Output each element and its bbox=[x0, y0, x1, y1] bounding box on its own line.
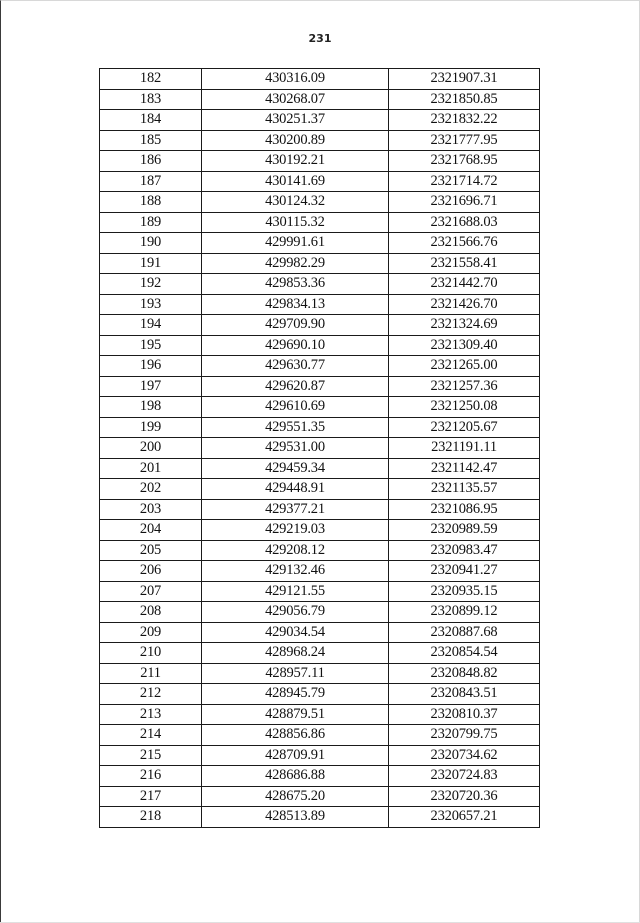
table-row bbox=[100, 130, 540, 151]
table-row bbox=[100, 356, 540, 377]
table-row bbox=[100, 171, 540, 192]
table-row bbox=[100, 807, 540, 828]
y-coordinate-cell: 2321142.47 bbox=[389, 458, 540, 479]
y-coordinate-cell: 2321191.11 bbox=[389, 438, 540, 459]
y-coordinate-cell: 2320724.83 bbox=[389, 766, 540, 787]
point-number-cell: 212 bbox=[100, 684, 202, 705]
y-coordinate-cell: 2321309.40 bbox=[389, 335, 540, 356]
point-number-cell: 205 bbox=[100, 540, 202, 561]
table-row bbox=[100, 438, 540, 459]
y-coordinate-cell: 2321086.95 bbox=[389, 499, 540, 520]
point-number-cell: 201 bbox=[100, 458, 202, 479]
y-coordinate-cell: 2321426.70 bbox=[389, 294, 540, 315]
y-coordinate-cell: 2321566.76 bbox=[389, 233, 540, 254]
coordinates-table bbox=[99, 68, 540, 828]
point-number-cell: 192 bbox=[100, 274, 202, 295]
x-coordinate-cell: 429219.03 bbox=[202, 520, 389, 541]
point-number-cell: 218 bbox=[100, 807, 202, 828]
point-number-cell: 211 bbox=[100, 663, 202, 684]
coordinates-table-body bbox=[100, 69, 540, 828]
y-coordinate-cell: 2320848.82 bbox=[389, 663, 540, 684]
point-number-cell: 196 bbox=[100, 356, 202, 377]
y-coordinate-cell: 2320989.59 bbox=[389, 520, 540, 541]
table-row bbox=[100, 622, 540, 643]
y-coordinate-cell: 2320887.68 bbox=[389, 622, 540, 643]
table-row bbox=[100, 663, 540, 684]
y-coordinate-cell: 2321696.71 bbox=[389, 192, 540, 213]
x-coordinate-cell: 428879.51 bbox=[202, 704, 389, 725]
y-coordinate-cell: 2321265.00 bbox=[389, 356, 540, 377]
point-number-cell: 210 bbox=[100, 643, 202, 664]
table-row bbox=[100, 684, 540, 705]
y-coordinate-cell: 2321558.41 bbox=[389, 253, 540, 274]
y-coordinate-cell: 2320941.27 bbox=[389, 561, 540, 582]
y-coordinate-cell: 2321850.85 bbox=[389, 89, 540, 110]
y-coordinate-cell: 2320843.51 bbox=[389, 684, 540, 705]
x-coordinate-cell: 430115.32 bbox=[202, 212, 389, 233]
x-coordinate-cell: 429630.77 bbox=[202, 356, 389, 377]
point-number-cell: 184 bbox=[100, 110, 202, 131]
point-number-cell: 206 bbox=[100, 561, 202, 582]
point-number-cell: 208 bbox=[100, 602, 202, 623]
x-coordinate-cell: 429982.29 bbox=[202, 253, 389, 274]
table-row bbox=[100, 417, 540, 438]
x-coordinate-cell: 429834.13 bbox=[202, 294, 389, 315]
table-row bbox=[100, 294, 540, 315]
table-row bbox=[100, 581, 540, 602]
y-coordinate-cell: 2321257.36 bbox=[389, 376, 540, 397]
x-coordinate-cell: 429459.34 bbox=[202, 458, 389, 479]
y-coordinate-cell: 2320935.15 bbox=[389, 581, 540, 602]
x-coordinate-cell: 429853.36 bbox=[202, 274, 389, 295]
y-coordinate-cell: 2320899.12 bbox=[389, 602, 540, 623]
y-coordinate-cell: 2321907.31 bbox=[389, 69, 540, 90]
table-row bbox=[100, 786, 540, 807]
y-coordinate-cell: 2321832.22 bbox=[389, 110, 540, 131]
y-coordinate-cell: 2321777.95 bbox=[389, 130, 540, 151]
point-number-cell: 183 bbox=[100, 89, 202, 110]
point-number-cell: 189 bbox=[100, 212, 202, 233]
point-number-cell: 186 bbox=[100, 151, 202, 172]
y-coordinate-cell: 2320810.37 bbox=[389, 704, 540, 725]
x-coordinate-cell: 430124.32 bbox=[202, 192, 389, 213]
x-coordinate-cell: 430316.09 bbox=[202, 69, 389, 90]
x-coordinate-cell: 429448.91 bbox=[202, 479, 389, 500]
table-row bbox=[100, 376, 540, 397]
y-coordinate-cell: 2321205.67 bbox=[389, 417, 540, 438]
point-number-cell: 200 bbox=[100, 438, 202, 459]
table-row bbox=[100, 212, 540, 233]
point-number-cell: 193 bbox=[100, 294, 202, 315]
table-row bbox=[100, 397, 540, 418]
table-row bbox=[100, 540, 540, 561]
y-coordinate-cell: 2320734.62 bbox=[389, 745, 540, 766]
y-coordinate-cell: 2321442.70 bbox=[389, 274, 540, 295]
x-coordinate-cell: 429620.87 bbox=[202, 376, 389, 397]
point-number-cell: 216 bbox=[100, 766, 202, 787]
x-coordinate-cell: 429132.46 bbox=[202, 561, 389, 582]
x-coordinate-cell: 428513.89 bbox=[202, 807, 389, 828]
x-coordinate-cell: 429056.79 bbox=[202, 602, 389, 623]
x-coordinate-cell: 429551.35 bbox=[202, 417, 389, 438]
point-number-cell: 214 bbox=[100, 725, 202, 746]
point-number-cell: 203 bbox=[100, 499, 202, 520]
x-coordinate-cell: 428856.86 bbox=[202, 725, 389, 746]
y-coordinate-cell: 2320854.54 bbox=[389, 643, 540, 664]
point-number-cell: 202 bbox=[100, 479, 202, 500]
x-coordinate-cell: 429709.90 bbox=[202, 315, 389, 336]
y-coordinate-cell: 2321768.95 bbox=[389, 151, 540, 172]
x-coordinate-cell: 428968.24 bbox=[202, 643, 389, 664]
point-number-cell: 190 bbox=[100, 233, 202, 254]
table-row bbox=[100, 725, 540, 746]
table-row bbox=[100, 766, 540, 787]
y-coordinate-cell: 2321135.57 bbox=[389, 479, 540, 500]
x-coordinate-cell: 430251.37 bbox=[202, 110, 389, 131]
y-coordinate-cell: 2321324.69 bbox=[389, 315, 540, 336]
y-coordinate-cell: 2321250.08 bbox=[389, 397, 540, 418]
x-coordinate-cell: 428675.20 bbox=[202, 786, 389, 807]
table-row bbox=[100, 458, 540, 479]
point-number-cell: 207 bbox=[100, 581, 202, 602]
y-coordinate-cell: 2321714.72 bbox=[389, 171, 540, 192]
table-row bbox=[100, 233, 540, 254]
x-coordinate-cell: 429610.69 bbox=[202, 397, 389, 418]
y-coordinate-cell: 2320720.36 bbox=[389, 786, 540, 807]
y-coordinate-cell: 2320983.47 bbox=[389, 540, 540, 561]
point-number-cell: 215 bbox=[100, 745, 202, 766]
table-row bbox=[100, 253, 540, 274]
point-number-cell: 213 bbox=[100, 704, 202, 725]
x-coordinate-cell: 428945.79 bbox=[202, 684, 389, 705]
point-number-cell: 185 bbox=[100, 130, 202, 151]
point-number-cell: 197 bbox=[100, 376, 202, 397]
x-coordinate-cell: 429991.61 bbox=[202, 233, 389, 254]
table-row bbox=[100, 110, 540, 131]
x-coordinate-cell: 428686.88 bbox=[202, 766, 389, 787]
table-row bbox=[100, 69, 540, 90]
table-row bbox=[100, 561, 540, 582]
point-number-cell: 198 bbox=[100, 397, 202, 418]
x-coordinate-cell: 430200.89 bbox=[202, 130, 389, 151]
y-coordinate-cell: 2321688.03 bbox=[389, 212, 540, 233]
point-number-cell: 195 bbox=[100, 335, 202, 356]
table-row bbox=[100, 335, 540, 356]
point-number-cell: 191 bbox=[100, 253, 202, 274]
point-number-cell: 187 bbox=[100, 171, 202, 192]
table-row bbox=[100, 704, 540, 725]
point-number-cell: 199 bbox=[100, 417, 202, 438]
table-row bbox=[100, 602, 540, 623]
point-number-cell: 182 bbox=[100, 69, 202, 90]
x-coordinate-cell: 430192.21 bbox=[202, 151, 389, 172]
table-row bbox=[100, 274, 540, 295]
table-row bbox=[100, 479, 540, 500]
x-coordinate-cell: 429377.21 bbox=[202, 499, 389, 520]
table-row bbox=[100, 151, 540, 172]
x-coordinate-cell: 429121.55 bbox=[202, 581, 389, 602]
table-row bbox=[100, 89, 540, 110]
x-coordinate-cell: 429034.54 bbox=[202, 622, 389, 643]
table-row bbox=[100, 745, 540, 766]
table-row bbox=[100, 520, 540, 541]
point-number-cell: 194 bbox=[100, 315, 202, 336]
x-coordinate-cell: 430141.69 bbox=[202, 171, 389, 192]
point-number-cell: 217 bbox=[100, 786, 202, 807]
x-coordinate-cell: 428709.91 bbox=[202, 745, 389, 766]
page-number: 231 bbox=[308, 32, 332, 45]
table-row bbox=[100, 499, 540, 520]
point-number-cell: 188 bbox=[100, 192, 202, 213]
x-coordinate-cell: 428957.11 bbox=[202, 663, 389, 684]
x-coordinate-cell: 430268.07 bbox=[202, 89, 389, 110]
y-coordinate-cell: 2320799.75 bbox=[389, 725, 540, 746]
x-coordinate-cell: 429208.12 bbox=[202, 540, 389, 561]
table-row bbox=[100, 192, 540, 213]
table-row bbox=[100, 643, 540, 664]
x-coordinate-cell: 429690.10 bbox=[202, 335, 389, 356]
point-number-cell: 204 bbox=[100, 520, 202, 541]
table-row bbox=[100, 315, 540, 336]
y-coordinate-cell: 2320657.21 bbox=[389, 807, 540, 828]
point-number-cell: 209 bbox=[100, 622, 202, 643]
x-coordinate-cell: 429531.00 bbox=[202, 438, 389, 459]
